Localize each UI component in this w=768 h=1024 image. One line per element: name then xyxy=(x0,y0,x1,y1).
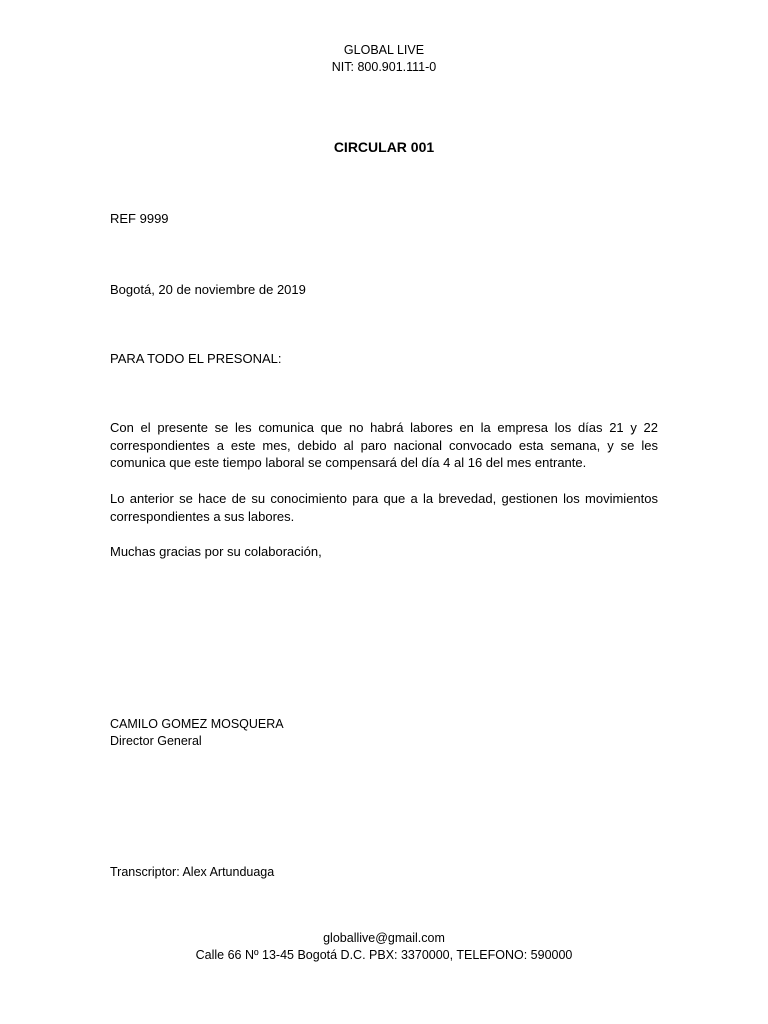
body-paragraph-1: Con el presente se les comunica que no habrá labores en la empresa los días 21 y 22 correspondientes a este mes, debido al paro nacional convocado esta semana, y se les comunica que este tiempo laboral se compensará del día 4 al 16 del mes entrante. xyxy=(110,420,658,470)
footer-email: globallive@gmail.com xyxy=(323,931,445,945)
document-title: CIRCULAR 001 xyxy=(333,139,435,155)
company-name: GLOBAL LIVE xyxy=(343,43,425,57)
closing-line: Muchas gracias por su colaboración, xyxy=(110,544,322,559)
company-nit: NIT: 800.901.111-0 xyxy=(331,60,437,74)
signatory-name: CAMILO GOMEZ MOSQUERA xyxy=(110,717,284,731)
transcriptor-line: Transcriptor: Alex Artunduaga xyxy=(110,865,275,879)
salutation: PARA TODO EL PRESONAL: xyxy=(110,351,282,366)
signatory-role: Director General xyxy=(110,734,202,748)
reference-number: REF 9999 xyxy=(110,211,169,226)
footer-address: Calle 66 Nº 13-45 Bogotá D.C. PBX: 3370000, TELEFONO: 590000 xyxy=(195,948,573,962)
body-paragraph-2: Lo anterior se hace de su conocimiento para que a la brevedad, gestionen los movimientos correspondientes a sus labores. xyxy=(110,491,658,524)
place-date: Bogotá, 20 de noviembre de 2019 xyxy=(110,282,306,297)
